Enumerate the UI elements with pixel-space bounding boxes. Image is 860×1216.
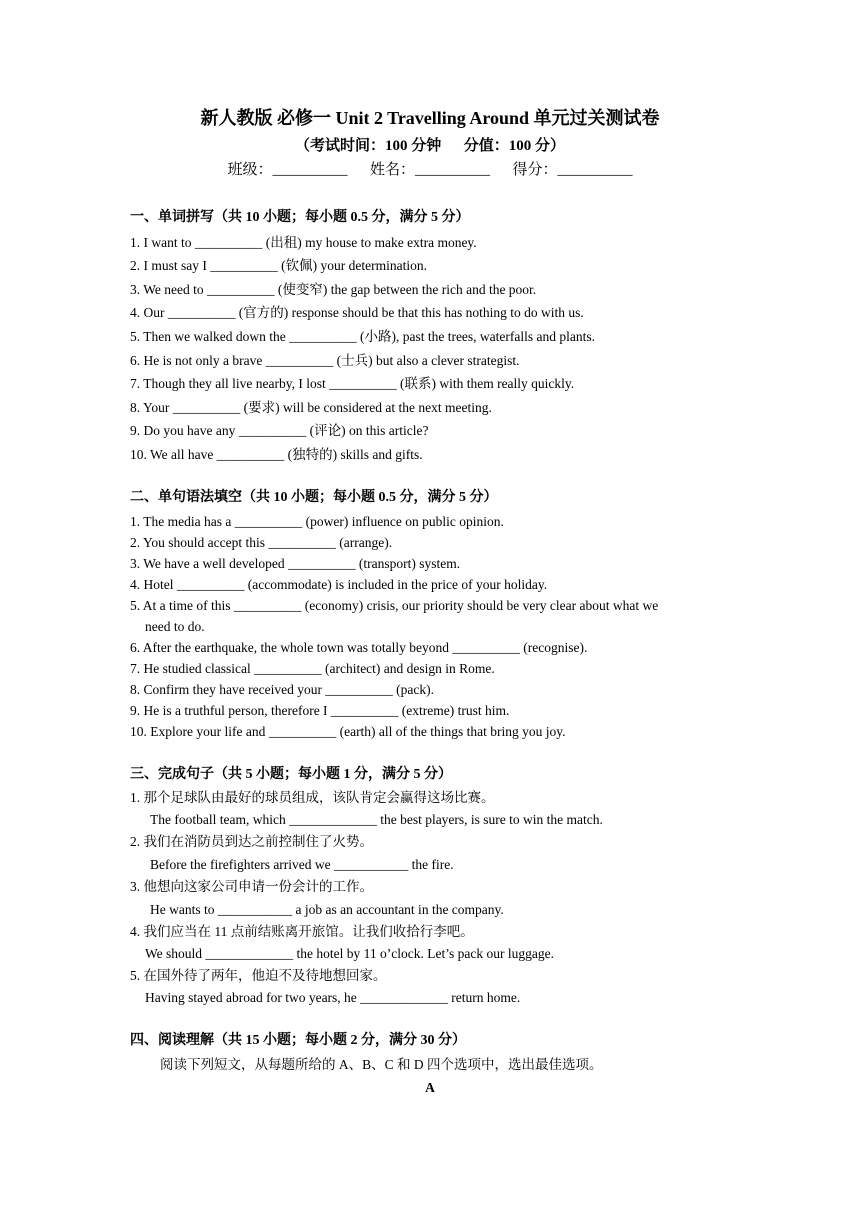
section2-item: 9. He is a truthful person, therefore I __________ (extreme) trust him. [130,703,510,718]
section2-item: 4. Hotel __________ (accommodate) is included in the price of your holiday. [130,577,548,592]
section1-item: 7. Though they all live nearby, I lost __________ (联系) with them really quickly. [130,376,575,391]
section2-item-continuation: need to do. [145,619,205,634]
section1-heading: 一、单词拼写（共 10 小题；每小题 0.5 分，满分 5 分） [130,210,470,225]
section2-item: 8. Confirm they have received your __________ (pack). [130,682,435,697]
exam-title: 新人教版 必修一 Unit 2 Travelling Around 单元过关测试卷 [200,108,660,128]
section3-heading: 三、完成句子（共 5 小题；每小题 1 分，满分 5 分） [130,767,452,782]
section1-item: 4. Our __________ (官方的) response should be that this has nothing to do with us. [130,305,584,320]
section3-chinese-prompt: 2. 我们在消防员到达之前控制住了火势。 [130,834,373,849]
section3-chinese-prompt: 3. 他想向这家公司申请一份会计的工作。 [130,879,373,894]
section1-item: 3. We need to __________ (使变窄) the gap between the rich and the poor. [130,282,537,297]
section2-item: 10. Explore your life and __________ (earth) all of the things that bring you joy. [130,724,566,739]
section2-item: 1. The media has a __________ (power) influence on public opinion. [130,514,504,529]
section3-chinese-prompt: 1. 那个足球队由最好的球员组成，该队肯定会赢得这场比赛。 [130,790,495,805]
section1-item: 5. Then we walked down the __________ (小路), past the trees, waterfalls and plants. [130,329,596,344]
section2-item: 6. After the earthquake, the whole town was totally beyond __________ (recognise). [130,640,588,655]
section3-english-line: Before the firefighters arrived we ___________ the fire. [150,857,454,872]
section4-instruction: 阅读下列短文，从每题所给的 A、B、C 和 D 四个选项中，选出最佳选项。 [160,1057,603,1072]
section1-item: 9. Do you have any __________ (评论) on this article? [130,423,429,438]
section2-item: 2. You should accept this __________ (arrange). [130,535,393,550]
section1-item: 1. I want to __________ (出租) my house to make extra money. [130,235,477,250]
section3-english-line: We should _____________ the hotel by 11 o’clock. Let’s pack our luggage. [145,946,554,961]
section1-item: 6. He is not only a brave __________ (士兵) but also a clever strategist. [130,353,520,368]
passage-label: A [425,1080,435,1095]
section2-heading: 二、单句语法填空（共 10 小题；每小题 0.5 分，满分 5 分） [130,490,498,505]
section2-item: 5. At a time of this __________ (economy) crisis, our priority should be very clear about what we [130,598,659,613]
section4-heading: 四、阅读理解（共 15 小题；每小题 2 分，满分 30 分） [130,1033,466,1048]
section3-english-line: He wants to ___________ a job as an accountant in the company. [150,902,504,917]
exam-subtitle: （考试时间：100 分钟 分值：100 分） [294,138,565,154]
section2-item: 7. He studied classical __________ (architect) and design in Rome. [130,661,495,676]
section3-english-line: Having stayed abroad for two years, he _____________ return home. [145,990,521,1005]
section1-item: 2. I must say I __________ (钦佩) your determination. [130,258,427,273]
section2-item: 3. We have a well developed __________ (transport) system. [130,556,461,571]
student-info-line: 班级：__________ 姓名：__________ 得分：__________ [227,162,633,178]
section3-english-line: The football team, which _____________ the best players, is sure to win the match. [150,812,603,827]
section1-item: 8. Your __________ (要求) will be considered at the next meeting. [130,400,492,415]
section3-chinese-prompt: 4. 我们应当在 11 点前结账离开旅馆。让我们收拾行李吧。 [130,924,474,939]
section3-chinese-prompt: 5. 在国外待了两年，他迫不及待地想回家。 [130,968,387,983]
section1-item: 10. We all have __________ (独特的) skills and gifts. [130,447,423,462]
